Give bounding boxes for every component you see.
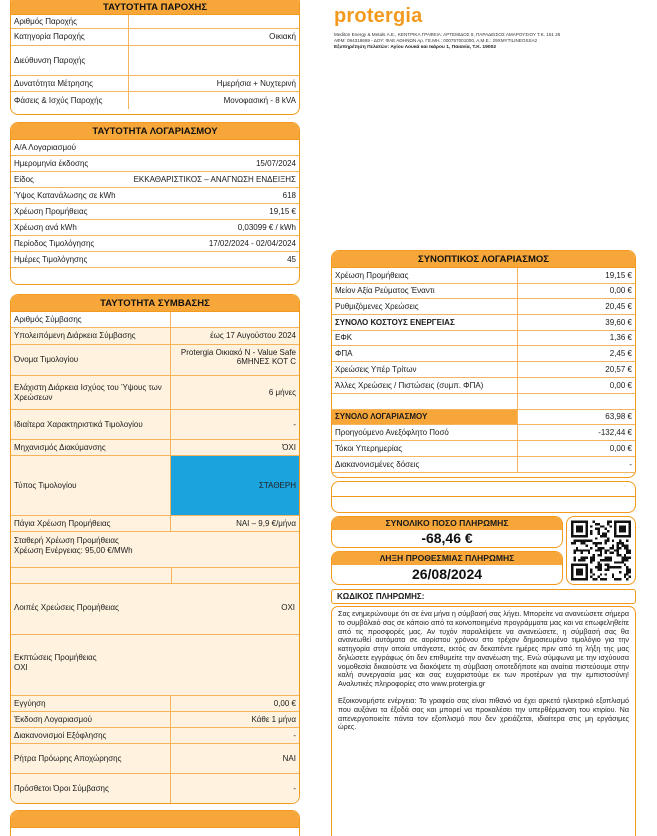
summary-row: ΣΥΝΟΛΟ ΛΟΓΑΡΙΑΣΜΟΥ 63,98 € — [332, 410, 635, 425]
supply-row-number: Αριθμός Παροχής — [11, 15, 299, 29]
account-row: Χρέωση Προμήθειας 19,15 € — [11, 204, 299, 220]
account-row: Χρέωση ανά kWh 0,03099 € / kWh — [11, 220, 299, 236]
account-row: Α/Α Λογαριασμού — [11, 140, 299, 156]
supply-row-address: Διεύθυνση Παροχής — [11, 46, 299, 76]
supply-identity-card — [10, 0, 300, 115]
contract-row: Αριθμός Σύμβασης — [11, 312, 299, 328]
spacer-row — [11, 568, 299, 584]
account-row: Είδος ΕΚΚΑΘΑΡΙΣΤΙΚΟΣ – ΑΝΑΓΝΩΣΗ ΕΝΔΕΙΞΗΣ — [11, 172, 299, 188]
contract-row: Διακανονισμοί Εξόφλησης - — [11, 728, 299, 744]
bottom-card-header — [11, 811, 299, 828]
total-payment-label: ΣΥΝΟΛΙΚΟ ΠΟΣΟ ΠΛΗΡΩΜΗΣ — [332, 517, 562, 530]
contract-row: Ιδιαίτερα Χαρακτηριστικά Τιμολογίου - — [11, 410, 299, 440]
summary-row: ΣΥΝΟΛΟ ΚΟΣΤΟΥΣ ΕΝΕΡΓΕΙΑΣ 39,60 € — [332, 315, 635, 331]
account-row: Ημέρες Τιμολόγησης 45 — [11, 252, 299, 268]
blank-card-divider — [332, 496, 635, 497]
payment-code-label: ΚΩΔΙΚΟΣ ΠΛΗΡΩΜΗΣ: — [337, 592, 425, 601]
blank-card — [331, 481, 636, 513]
summary-row: Ρυθμιζόμενες Χρεώσεις 20,45 € — [332, 299, 635, 315]
notice-paragraph: Σας ενημερώνουμε ότι σε ένα μήνα η σύμβασή σας λήγει. Μπορείτε να ανανεώσετε σήμερα το συμβόλαιό σας σε κάποιο από τα κοινοποιημένα προγράμματα μας και να επωφεληθείτε από τις προσφορές μας. Αν τυχόν παραλείψετε να ανανεώσετε, η σύμβασή σας θα ανανεωθεί αυτόματα σε αορίστου χρόνου στο τρέχον δημοσιευμένο τιμολόγιο για την κατηγορία στην οποία υπάγεστε, εκτός αν δεκαπέντε ημέρες πριν από τη λήξη της μας δηλώσετε εγγράφως ότι δεν επιθυμείτε την ανανέωση της. Ενώ σύμφωνα με την ισχύουσα νομοθεσία δικαιούστε να διακόψετε τη σύμβαση οποτεδήποτε και αναίτια πιστεύουμε στην καλή συνεργασία μας και σας ευχαριστούμε εκ των προτέρων για την εμπιστοσύνη! Αναλυτικές πληροφορίες στο www.protergia.gr — [338, 609, 629, 689]
fixed-charge-block: Σταθερή Χρέωση Προμήθειας Χρέωση Ενέργειας: 95,00 €/MWh — [11, 532, 299, 568]
bottom-card — [10, 810, 300, 836]
summary-row: Χρέωση Προμήθειας 19,15 € — [332, 268, 635, 284]
summary-title: ΣΥΝΟΠΤΙΚΟΣ ΛΟΓΑΡΙΑΣΜΟΣ — [332, 251, 635, 268]
contract-row: Εγγύηση 0,00 € — [11, 696, 299, 712]
summary-row: Μείον Αξία Ρεύματος Έναντι 0,00 € — [332, 284, 635, 299]
contract-row-tariff-type: Τύπος Τιμολογίου ΣΤΑΘΕΡΗ — [11, 456, 299, 516]
supply-row-category: Κατηγορία Παροχής Οικιακή — [11, 29, 299, 46]
due-date-label: ΛΗΞΗ ΠΡΟΘΕΣΜΙΑΣ ΠΛΗΡΩΜΗΣ — [332, 552, 562, 565]
qr-code-icon — [571, 520, 631, 581]
account-identity-card — [10, 122, 300, 285]
notice-card — [331, 606, 636, 836]
qr-card — [566, 516, 636, 585]
company-info: Mediton Energy & Metals Α.Ε., ΚΕΝΤΡΙΚΑ ΓΡΑΦΕΙΑ: ΑΡΤΕΜΙΔΟΣ 8, ΠΑΡΑΔΕΙΣΟΣ ΑΜΑΡΟΥΣΙΟΥ Τ.Κ. 151 25 ΑΦΜ: 094316669 - ΔΟΥ: ΦΑΕ ΑΘΗΝΩΝ Αρ. ΓΕ.ΜΗ.: 000757001000, Α.Μ.Ε.: 29ΧΜΥΤΙLINEOSSA2 Εξυπηρέτηση Πελατών: Αγίου Λουκά και Ικάρου 1, Παιανία, Τ.Κ. 19002 — [334, 32, 561, 50]
summary-card — [331, 250, 636, 478]
due-date-value: 26/08/2024 — [411, 566, 483, 582]
summary-row: ΦΠΑ 2,45 € — [332, 346, 635, 362]
summary-row: Άλλες Χρεώσεις / Πιστώσεις (συμπ. ΦΠΑ) 0,00 € — [332, 378, 635, 394]
payment-code-card — [331, 589, 636, 604]
account-identity-title: ΤΑΥΤΟΤΗΤΑ ΛΟΓΑΡΙΑΣΜΟΥ — [11, 123, 299, 140]
contract-row: Ελάχιστη Διάρκεια Ισχύος του Ύψους των Χρεώσεων 6 μήνες — [11, 376, 299, 410]
contract-row: Ρήτρα Πρόωρης Αποχώρησης ΝΑΙ — [11, 744, 299, 774]
supply-row-metering: Δυνατότητα Μέτρησης Ημερήσια + Νυχτερινή — [11, 76, 299, 92]
contract-row: Μηχανισμός Διακύμανσης ΌΧΙ — [11, 440, 299, 456]
account-row: Ύψος Κατανάλωσης σε kWh 618 — [11, 188, 299, 204]
contract-row: Πάγια Χρέωση Προμήθειας ΝΑΙ – 9,9 €/μήνα — [11, 516, 299, 532]
protergia-logo: protergia — [334, 5, 423, 27]
summary-row: Προηγούμενο Ανεξόφλητο Ποσό -132,44 € — [332, 425, 635, 441]
contract-row-tariff-name: Όνομα Τιμολογίου Protergia Οικιακό N - Value Safe 6ΜΗΝΕΣ ΚΟΤ C — [11, 345, 299, 376]
total-payment-amount: -68,46 € — [421, 530, 473, 546]
contract-identity-title: ΤΑΥΤΟΤΗΤΑ ΣΥΜΒΑΣΗΣ — [11, 295, 299, 312]
total-payment-card — [331, 516, 563, 548]
account-row: Ημερομηνία έκδοσης 15/07/2024 — [11, 156, 299, 172]
energy-saving-paragraph: Εξοικονομήστε ενέργεια: Το γραφείο σας είναι πιθανό να έχει αρκετό ηλεκτρικό εξοπλισμό που αυξάνει τα έξοδά σας και μπορεί να προκαλέσει την υπερθέρμανση του κτιρίου. Να απενεργοποιείτε πάντα τον εξοπλισμό που δεν χρειάζεται, ιδιαίτερα στις μη εργάσιμες ώρες. — [338, 696, 629, 732]
summary-row: Χρεώσεις Υπέρ Τρίτων 20,57 € — [332, 362, 635, 378]
summary-row: Διακανονισμένες δόσεις - — [332, 457, 635, 473]
summary-row: Τόκοι Υπερημερίας 0,00 € — [332, 441, 635, 457]
contract-row: Έκδοση Λογαριασμού Κάθε 1 μήνα — [11, 712, 299, 728]
summary-row — [332, 394, 635, 410]
tariff-type-value: ΣΤΑΘΕΡΗ — [171, 456, 299, 515]
supply-row-phases: Φάσεις & Ισχύς Παροχής Μονοφασική - 8 kVA — [11, 92, 299, 109]
summary-row: ΕΦΚ 1,36 € — [332, 331, 635, 346]
contract-row: Πρόσθετοι Όροι Σύμβασης - — [11, 774, 299, 804]
supply-identity-title: ΤΑΥΤΟΤΗΤΑ ΠΑΡΟΧΗΣ — [11, 0, 299, 15]
discounts-block: Εκπτώσεις Προμήθειας ΟΧΙ — [11, 635, 299, 696]
account-row: Περίοδος Τιμολόγησης 17/02/2024 - 02/04/2024 — [11, 236, 299, 252]
due-date-card — [331, 551, 563, 585]
contract-row: Υπολειπόμενη Διάρκεια Σύμβασης έως 17 Αυγούστου 2024 — [11, 328, 299, 345]
contract-identity-card — [10, 294, 300, 804]
other-charges-block: Λοιπές Χρεώσεις Προμήθειας ΟΧΙ — [11, 584, 299, 635]
